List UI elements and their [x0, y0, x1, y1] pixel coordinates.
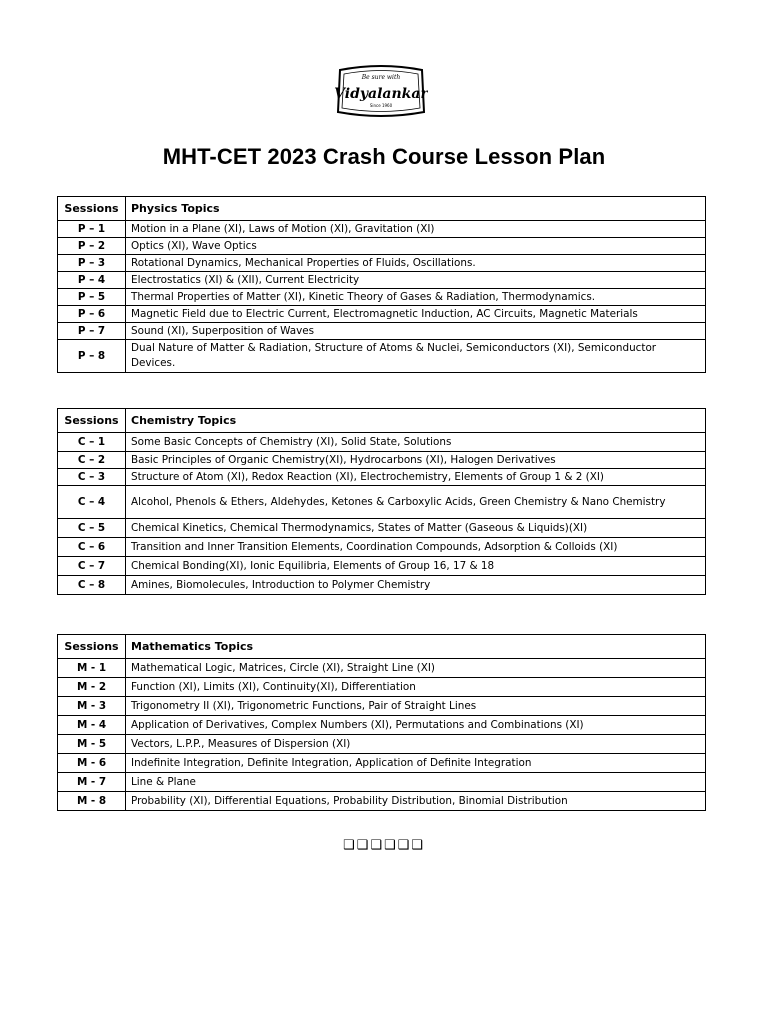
chemistry-table [57, 408, 706, 595]
session-topics: Indefinite Integration, Definite Integration, Application of Definite Integration [126, 754, 706, 773]
session-topics: Function (XI), Limits (XI), Continuity(XI), Differentiation [126, 678, 706, 697]
session-topics: Line & Plane [126, 773, 706, 792]
session-code: M - 4 [58, 716, 126, 735]
session-code: C – 1 [58, 433, 126, 452]
table-row [58, 659, 706, 678]
table-header [58, 635, 706, 659]
physics-table [57, 196, 706, 373]
table-row [58, 289, 706, 306]
session-code: M - 5 [58, 735, 126, 754]
session-code: M - 1 [58, 659, 126, 678]
session-code: C – 7 [58, 557, 126, 576]
session-topics: Basic Principles of Organic Chemistry(XI), Hydrocarbons (XI), Halogen Derivatives [126, 452, 706, 469]
table-row [58, 323, 706, 340]
logo-brand: Vidyalankar [334, 86, 428, 102]
header-sessions: Sessions [58, 197, 126, 221]
logo-tagline: Be sure with [361, 74, 401, 81]
logo-since: Since 1960 [369, 103, 393, 108]
header-sessions: Sessions [58, 635, 126, 659]
table-row [58, 773, 706, 792]
session-code: C – 6 [58, 538, 126, 557]
session-code: P – 2 [58, 238, 126, 255]
session-topics: Transition and Inner Transition Elements, Coordination Compounds, Adsorption & Colloids (XI) [126, 538, 706, 557]
session-topics: Some Basic Concepts of Chemistry (XI), Solid State, Solutions [126, 433, 706, 452]
session-topics: Thermal Properties of Matter (XI), Kinetic Theory of Gases & Radiation, Thermodynamics. [126, 289, 706, 306]
session-topics: Optics (XI), Wave Optics [126, 238, 706, 255]
table-row [58, 716, 706, 735]
page-title: MHT-CET 2023 Crash Course Lesson Plan [162, 144, 606, 169]
table-row [58, 452, 706, 469]
session-code: P – 5 [58, 289, 126, 306]
table-row [58, 576, 706, 595]
header-topics: Chemistry Topics [126, 409, 706, 433]
session-topics: Chemical Bonding(XI), Ionic Equilibria, Elements of Group 16, 17 & 18 [126, 557, 706, 576]
session-code: M - 2 [58, 678, 126, 697]
session-code: P – 4 [58, 272, 126, 289]
logo-badge [334, 62, 428, 122]
session-topics: Amines, Biomolecules, Introduction to Polymer Chemistry [126, 576, 706, 595]
session-code: C – 5 [58, 519, 126, 538]
session-topics: Structure of Atom (XI), Redox Reaction (XI), Electrochemistry, Elements of Group 1 & 2 (XI) [126, 469, 706, 486]
session-code: M - 7 [58, 773, 126, 792]
header-sessions: Sessions [58, 409, 126, 433]
session-topics: Rotational Dynamics, Mechanical Properties of Fluids, Oscillations. [126, 255, 706, 272]
session-topics: Motion in a Plane (XI), Laws of Motion (XI), Gravitation (XI) [126, 221, 706, 238]
header-topics: Mathematics Topics [126, 635, 706, 659]
session-topics: Vectors, L.P.P., Measures of Dispersion (XI) [126, 735, 706, 754]
session-topics: Alcohol, Phenols & Ethers, Aldehydes, Ketones & Carboxylic Acids, Green Chemistry & Nano Chemistry [126, 486, 706, 519]
table-row [58, 754, 706, 773]
table-row [58, 433, 706, 452]
table-row [58, 469, 706, 486]
session-topics: Chemical Kinetics, Chemical Thermodynamics, States of Matter (Gaseous & Liquids)(XI) [126, 519, 706, 538]
table-row [58, 697, 706, 716]
session-topics: Dual Nature of Matter & Radiation, Structure of Atoms & Nuclei, Semiconductors (XI), Semiconductor Devices. [126, 340, 706, 373]
table-row [58, 255, 706, 272]
session-topics: Sound (XI), Superposition of Waves [126, 323, 706, 340]
mathematics-table [57, 634, 706, 811]
table-row [58, 340, 706, 373]
table-header [58, 409, 706, 433]
table-row [58, 735, 706, 754]
session-code: C – 4 [58, 486, 126, 519]
session-topics: Trigonometry II (XI), Trigonometric Functions, Pair of Straight Lines [126, 697, 706, 716]
session-topics: Application of Derivatives, Complex Numbers (XI), Permutations and Combinations (XI) [126, 716, 706, 735]
session-code: P – 1 [58, 221, 126, 238]
table-row [58, 557, 706, 576]
table-row [58, 221, 706, 238]
session-code: P – 8 [58, 340, 126, 373]
session-code: M - 8 [58, 792, 126, 811]
session-topics: Probability (XI), Differential Equations, Probability Distribution, Binomial Distribution [126, 792, 706, 811]
session-code: M - 6 [58, 754, 126, 773]
session-code: C – 2 [58, 452, 126, 469]
table-row [58, 538, 706, 557]
table-row [58, 486, 706, 519]
session-code: P – 7 [58, 323, 126, 340]
table-header [58, 197, 706, 221]
session-code: P – 3 [58, 255, 126, 272]
session-topics: Electrostatics (XI) & (XII), Current Electricity [126, 272, 706, 289]
session-code: C – 3 [58, 469, 126, 486]
table-row [58, 519, 706, 538]
table-row [58, 792, 706, 811]
table-row [58, 238, 706, 255]
vidyalankar-logo [334, 62, 428, 122]
header-topics: Physics Topics [126, 197, 706, 221]
session-code: P – 6 [58, 306, 126, 323]
session-code: M - 3 [58, 697, 126, 716]
session-code: C – 8 [58, 576, 126, 595]
table-row [58, 678, 706, 697]
table-row [58, 272, 706, 289]
session-topics: Magnetic Field due to Electric Current, Electromagnetic Induction, AC Circuits, Magnetic Materials [126, 306, 706, 323]
session-topics: Mathematical Logic, Matrices, Circle (XI), Straight Line (XI) [126, 659, 706, 678]
end-of-document-marks: ❑❑❑❑❑❑ [343, 838, 425, 853]
table-row [58, 306, 706, 323]
